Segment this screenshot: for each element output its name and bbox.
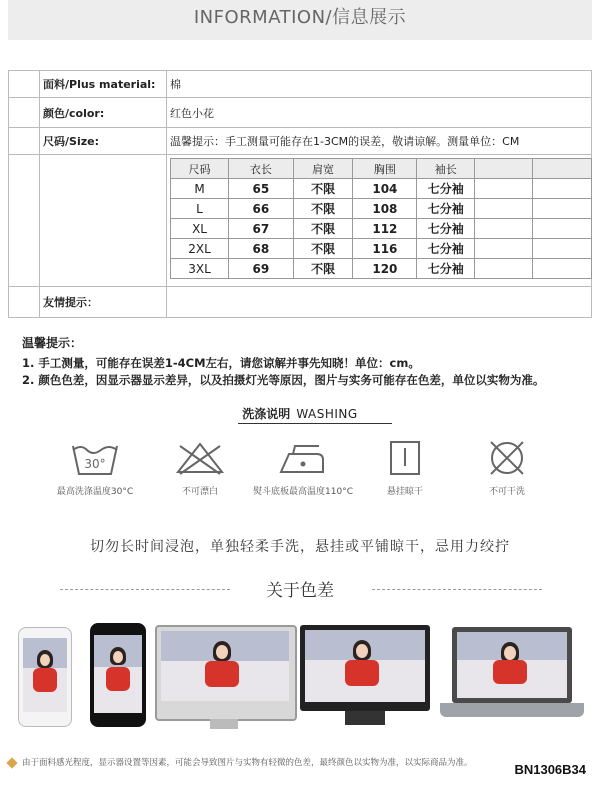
material-value: 棉 — [167, 71, 592, 98]
phone-white — [18, 627, 72, 727]
table-row — [171, 199, 592, 219]
size-table-gutter — [40, 155, 167, 287]
wash-item — [145, 438, 255, 497]
size-cell: XL — [171, 219, 229, 239]
diamond-icon — [6, 757, 17, 768]
tips-line-1: 1. 手工测量，可能存在误差1-4CM左右，请您谅解并事先知晓！单位：cm。 — [22, 356, 420, 370]
wash-temp-label: 30° — [84, 457, 106, 471]
size-table — [170, 158, 592, 279]
size-note: 温馨提示：手工测量可能存在1-3CM的误差，敬请谅解。测量单位：CM — [167, 128, 592, 155]
care-instructions: 切勿长时间浸泡，单独轻柔手洗，悬挂或平铺晾干，忌用力绞拧 — [90, 539, 510, 555]
row-spacer — [9, 98, 40, 128]
header-size: 尺码 — [171, 159, 229, 179]
page-title: INFORMATION/信息展示 — [193, 7, 407, 28]
sleeve-cell: 七分袖 — [417, 179, 475, 199]
info-table — [8, 70, 592, 320]
footer-text: 由于面料感光程度，显示器设置等因素，可能会导致图片与实物有轻微的色差，最终颜色以实物为准，以实际商品为准。 — [22, 758, 473, 768]
color-label: 颜色/color: — [40, 98, 167, 128]
header-empty — [532, 159, 591, 179]
size-label: 尺码/Size: — [40, 128, 167, 155]
length-cell: 67 — [229, 219, 294, 239]
device-comparison — [0, 615, 600, 735]
wash-caption: 熨斗底板最高温度110°C — [253, 487, 353, 497]
empty-cell — [475, 239, 532, 259]
bust-cell: 104 — [353, 179, 417, 199]
empty-cell — [532, 219, 591, 239]
wash-30-icon — [67, 438, 123, 478]
empty-cell — [532, 259, 591, 279]
washing-title-en: WASHING — [296, 407, 358, 421]
bust-cell: 116 — [353, 239, 417, 259]
phone-black — [90, 623, 146, 727]
header-shoulder: 肩宽 — [293, 159, 353, 179]
wash-item — [248, 438, 358, 497]
empty-cell — [475, 179, 532, 199]
row-spacer — [9, 71, 40, 98]
size-cell: 2XL — [171, 239, 229, 259]
shoulder-cell: 不限 — [293, 179, 353, 199]
empty-cell — [475, 259, 532, 279]
shoulder-cell: 不限 — [293, 259, 353, 279]
wash-caption: 不可漂白 — [181, 487, 218, 497]
size-cell: M — [171, 179, 229, 199]
washing-title — [0, 405, 600, 422]
shoulder-cell: 不限 — [293, 199, 353, 219]
size-cell: 3XL — [171, 259, 229, 279]
table-row — [171, 239, 592, 259]
empty-cell — [475, 199, 532, 219]
page-header — [8, 0, 592, 40]
size-table-header — [171, 159, 592, 179]
device-screen — [457, 632, 567, 698]
sleeve-cell: 七分袖 — [417, 219, 475, 239]
footer-note — [8, 756, 508, 768]
header-empty — [475, 159, 532, 179]
wash-caption: 最高洗涤温度30°C — [56, 487, 134, 497]
monitor-black — [300, 625, 430, 711]
row-spacer — [9, 155, 40, 287]
tips-block — [22, 334, 592, 389]
table-row — [171, 219, 592, 239]
bust-cell: 108 — [353, 199, 417, 219]
shoulder-cell: 不限 — [293, 219, 353, 239]
tips-value — [167, 287, 592, 318]
no-dry-clean-icon — [479, 438, 535, 478]
laptop — [452, 627, 572, 703]
monitor-stand — [345, 711, 385, 725]
empty-cell — [532, 179, 591, 199]
laptop-keyboard — [440, 703, 584, 717]
length-cell: 69 — [229, 259, 294, 279]
length-cell: 65 — [229, 179, 294, 199]
monitor-imac — [155, 625, 297, 721]
tips-line-2: 2. 颜色色差，因显示器显示差异，以及拍摄灯光等原因，图片与实务可能存在色差，单位以实物为准。 — [22, 373, 545, 387]
wash-caption: 悬挂晾干 — [386, 487, 423, 497]
bust-cell: 112 — [353, 219, 417, 239]
device-screen — [161, 631, 289, 701]
empty-cell — [532, 239, 591, 259]
tips-title: 温馨提示： — [22, 336, 83, 350]
tips-label: 友情提示： — [40, 287, 167, 318]
iron-icon — [275, 438, 331, 478]
color-diff-title: 关于色差 — [266, 581, 334, 601]
sleeve-cell: 七分袖 — [417, 199, 475, 219]
no-bleach-icon — [172, 438, 228, 478]
wash-item — [452, 438, 562, 497]
washing-icons — [56, 438, 580, 508]
washing-underline — [238, 423, 392, 424]
wash-caption: 不可干洗 — [488, 487, 525, 497]
size-table-wrap — [170, 158, 592, 279]
product-code: BN1306B34 — [514, 762, 586, 777]
washing-title-cn: 洗涤说明 — [242, 407, 291, 421]
sleeve-cell: 七分袖 — [417, 259, 475, 279]
wash-item — [40, 438, 150, 497]
material-label: 面料/Plus material: — [40, 71, 167, 98]
color-value: 红色小花 — [167, 98, 592, 128]
table-row — [171, 179, 592, 199]
sleeve-cell: 七分袖 — [417, 239, 475, 259]
header-bust: 胸围 — [353, 159, 417, 179]
header-length: 衣长 — [229, 159, 294, 179]
wash-item — [350, 438, 460, 497]
table-row — [171, 259, 592, 279]
monitor-stand — [210, 719, 238, 729]
row-spacer — [9, 287, 40, 318]
shoulder-cell: 不限 — [293, 239, 353, 259]
header-sleeve: 袖长 — [417, 159, 475, 179]
row-spacer — [9, 128, 40, 155]
length-cell: 66 — [229, 199, 294, 219]
size-cell: L — [171, 199, 229, 219]
device-screen — [23, 638, 67, 712]
bust-cell: 120 — [353, 259, 417, 279]
hang-dry-icon — [377, 438, 433, 478]
empty-cell — [532, 199, 591, 219]
device-screen — [305, 630, 425, 702]
device-screen — [94, 635, 142, 713]
length-cell: 68 — [229, 239, 294, 259]
color-diff-divider-right — [372, 589, 542, 590]
empty-cell — [475, 219, 532, 239]
